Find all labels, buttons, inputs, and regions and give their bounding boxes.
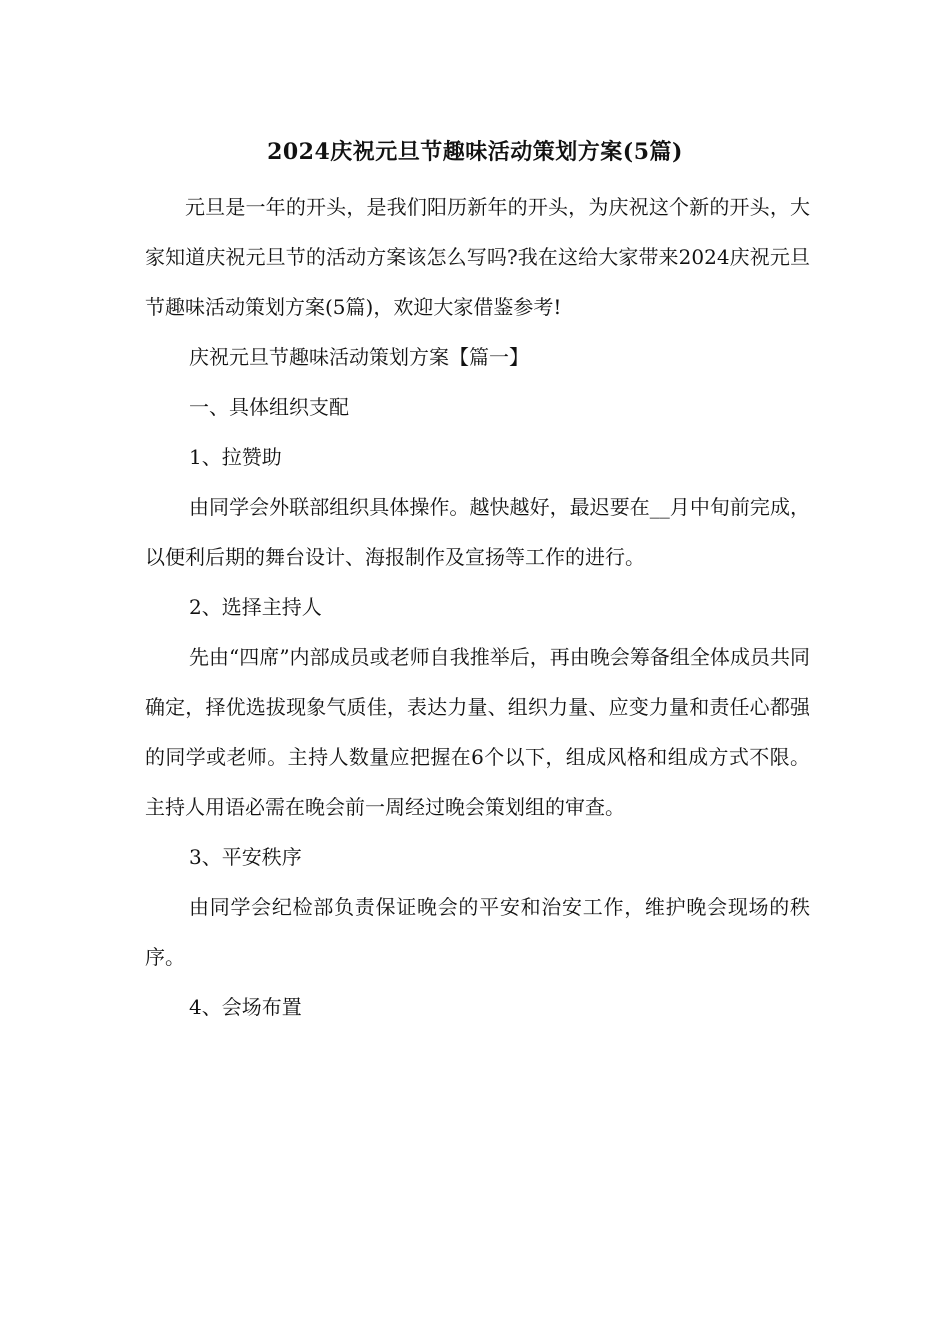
item-heading-venue: 4、会场布置 [189, 995, 302, 1019]
item-body-sponsorship: 由同学会外联部组织具体操作。越快越好，最迟要在__月中旬前完成，以便利后期的舞台设计、海报制作及宣扬等工作的进行。 [145, 495, 810, 569]
item-body-host: 先由“四席”内部成员或老师自我推举后，再由晚会筹备组全体成员共同确定，择优选拔现象气质佳，表达力量、组织力量、应变力量和责任心都强的同学或老师。主持人数量应把握在6个以下，组成风格和组成方式不限。主持人用语必需在晚会前一周经过晚会策划组的审查。 [145, 645, 810, 819]
item-heading-sponsorship: 1、拉赞助 [189, 445, 282, 469]
item-heading-safety: 3、平安秩序 [189, 845, 302, 869]
item-body-safety: 由同学会纪检部负责保证晚会的平安和治安工作，维护晚会现场的秩序。 [145, 895, 810, 969]
section-heading: 一、具体组织支配 [189, 395, 349, 419]
intro-paragraph: 元旦是一年的开头，是我们阳历新年的开头，为庆祝这个新的开头，大家知道庆祝元旦节的活动方案该怎么写吗?我在这给大家带来2024庆祝元旦节趣味活动策划方案(5篇)，欢迎大家借鉴参考! [145, 195, 810, 319]
document-body [145, 182, 810, 1032]
item-heading-host: 2、选择主持人 [189, 595, 322, 619]
part-title: 庆祝元旦节趣味活动策划方案【篇一】 [189, 345, 529, 369]
document-title: 2024庆祝元旦节趣味活动策划方案(5篇) [267, 139, 683, 165]
